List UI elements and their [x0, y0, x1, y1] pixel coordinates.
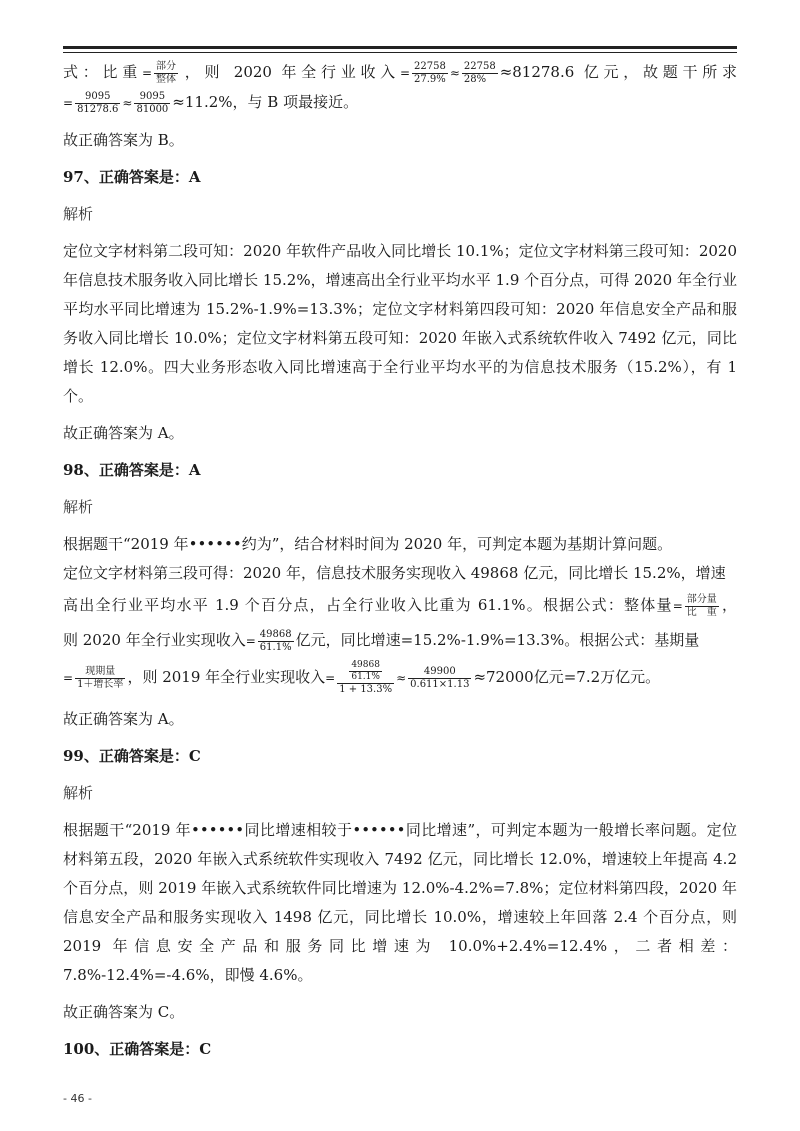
intro-text: 式：比重 [63, 63, 142, 81]
analysis-label: 解析 [63, 498, 94, 516]
fraction: $\frac{22758}{27.9\%}$ [414, 60, 446, 85]
analysis-line: 则 2020 年全行业实现收入= $\frac{49868}{61.1\%}$ 亿元，同比增速=15.2%-1.9%=13.3%。根据公式：基期量 [63, 628, 700, 653]
intro-line-1: 式：比重= $\frac{\text{部分}}{\text{整体}}$ ，则 2020 年全行业收入= $\frac{22758}{27.9\%}$ ≈ $\frac{22758}{28\%}$ ≈81278.6 亿元，故题干所求 [63, 60, 737, 85]
fraction: $\frac{\text{现期量}}{\text{1＋增长率}}$ [77, 665, 124, 690]
header-rule-thick [63, 46, 737, 49]
page-number: - 46 - [63, 1092, 92, 1105]
analysis-line: 定位文字材料第三段可得：2020 年，信息技术服务实现收入 49868 亿元，同比增长 15.2%，增速 [63, 564, 726, 582]
intro-text: ，则 2020 年全行业收入 [180, 63, 400, 81]
question-heading-99: 99、正确答案是：C [63, 747, 201, 765]
intro-text: ≈81278.6 亿元，故题干所求 [499, 63, 737, 81]
fraction: $\frac{\text{部分}}{\text{整体}}$ [156, 60, 177, 85]
answer-line: 故正确答案为 C。 [63, 1003, 185, 1021]
question-heading-97: 97、正确答案是：A [63, 168, 201, 186]
fraction: $\frac{9095}{81278.6}$ [77, 90, 119, 115]
analysis-body: 根据题干“2019 年••••••同比增速相较于••••••同比增速”，可判定本题为一般增长率问题。定位材料第五段，2020 年嵌入式系统软件实现收入 7492 亿元，同比增长 12.0%，增速较上年提高 4.2 个百分点，则 2019 年嵌入式系统软件同比增速为 12.0%-4.2%=7.8%；定位材料第四段，2020 年信息安全产品和服务实现收入 1498 亿元，同比增长 10.0%，增速较上年回落 2.4 个百分点，则 2019 年信息安全产品和服务同比增速为 10.0%+2.4%=12.4%，二者相差：7.8%-12.4%=-4.6%，即慢 4.6%。 [63, 821, 737, 984]
answer-line: 故正确答案为 B。 [63, 131, 184, 149]
header-rule-thin [63, 52, 737, 53]
fraction: $\frac{\text{部分量}}{\text{比重}}$ [686, 593, 717, 618]
answer-line: 故正确答案为 A。 [63, 424, 184, 442]
analysis-body: 定位文字材料第二段可知：2020 年软件产品收入同比增长 10.1%；定位文字材料第三段可知：2020 年信息技术服务收入同比增长 15.2%，增速高出全行业平均水平 1.9 个百分点，可得 2020 年全行业平均水平同比增速为 15.2%-1.9%=13.3%；定位文字材料第四段可知：2020 年信息安全产品和服务收入同比增长 10.0%；定位文字材料第五段可知：2020 年嵌入式系统软件收入 7492 亿元，同比增长 12.0%。四大业务形态收入同比增速高于全行业平均水平的为信息技术服务（15.2%），有 1 个。 [63, 242, 737, 405]
question-heading-100: 100、正确答案是：C [63, 1040, 212, 1058]
page-content [63, 58, 737, 1064]
analysis-label: 解析 [63, 205, 94, 223]
fraction: $\frac{49900}{0.611\times 1.13}$ [410, 665, 470, 690]
fraction: $\frac{9095}{81000}$ [136, 90, 169, 115]
analysis-label: 解析 [63, 784, 94, 802]
question-heading-98: 98、正确答案是：A [63, 461, 201, 479]
analysis-line: 根据题干“2019 年••••••约为”，结合材料时间为 2020 年，可判定本题为基期计算问题。 [63, 535, 673, 553]
analysis-line: = $\frac{\text{现期量}}{\text{1＋增长率}}$ ，则 2019 年全行业实现收入= $\frac{\frac{49868}{61.1\%}}{1 + 13.3\%}$ ≈ $\frac{49900}{0.611\times 1.13}$ ≈72000亿元=7.2万亿元。 [63, 660, 661, 695]
answer-line: 故正确答案为 A。 [63, 710, 184, 728]
intro-line-2: = $\frac{9095}{81278.6}$ ≈ $\frac{9095}{81000}$ ≈11.2%，与 B 项最接近。 [63, 90, 359, 115]
fraction-nested: $\frac{\frac{49868}{61.1\%}}{1 + 13.3\%}$ [339, 660, 393, 695]
intro-text: ≈11.2%，与 B 项最接近。 [172, 93, 359, 111]
fraction: $\frac{22758}{28\%}$ [463, 60, 496, 85]
fraction: $\frac{49868}{61.1\%}$ [259, 628, 292, 653]
analysis-line: 高出全行业平均水平 1.9 个百分点，占全行业收入比重为 61.1%。根据公式：整体量= $\frac{\text{部分量}}{\text{比重}}$ ， [63, 593, 737, 618]
